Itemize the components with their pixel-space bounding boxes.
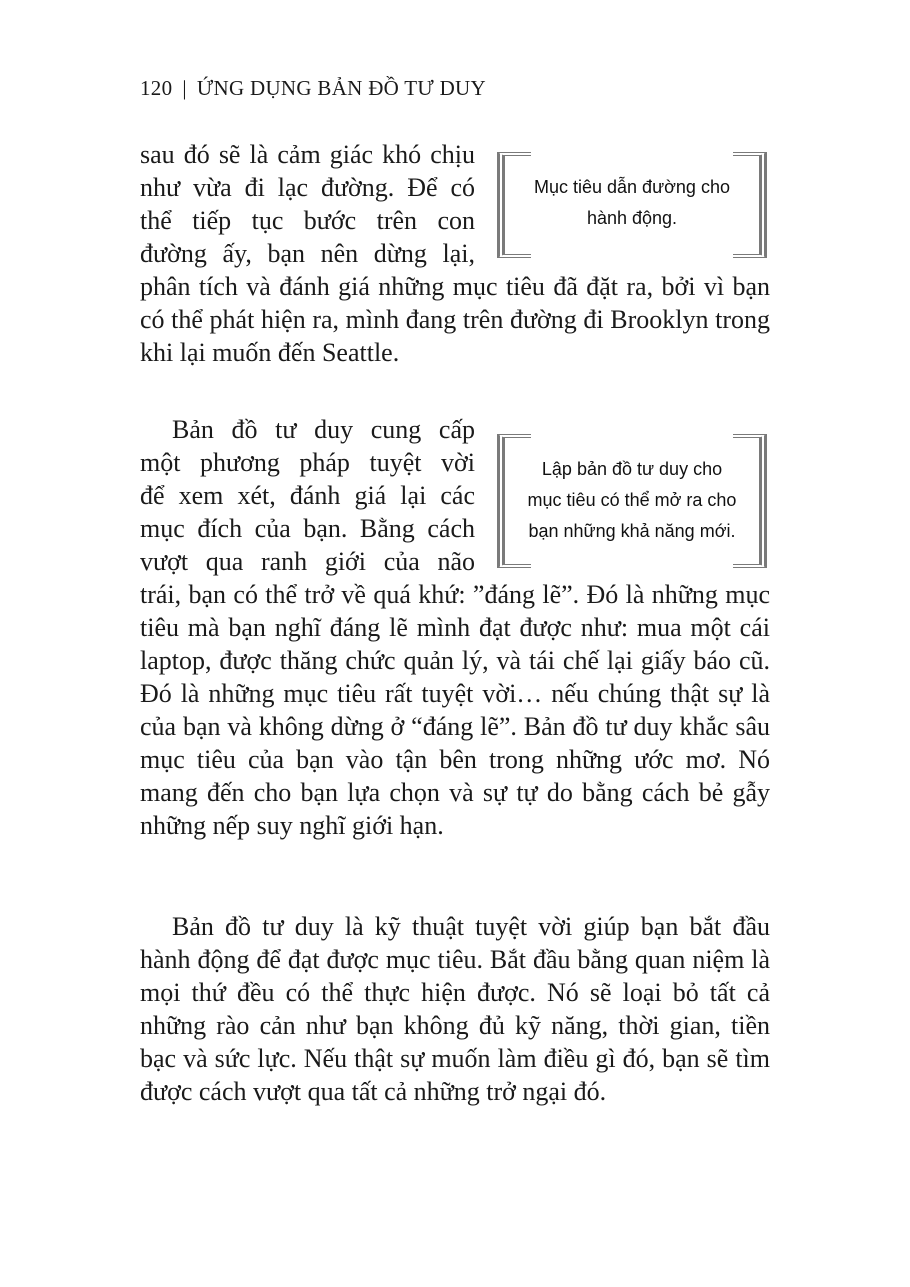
paragraph-1-line-4: đường ấy, bạn nên dừng lại,	[140, 239, 475, 268]
paragraph-1	[140, 138, 770, 369]
paragraph-2-line-2: một phương pháp tuyệt vời	[140, 448, 475, 477]
pull-quote-1-line-1: Mục tiêu dẫn đường cho	[534, 177, 730, 197]
paragraph-3	[140, 910, 770, 1108]
paragraph-2-line-4: mục đích của bạn. Bằng cách	[140, 514, 475, 543]
paragraph-2-line-1: Bản đồ tư duy cung cấp	[172, 415, 475, 444]
paragraph-3-text: Bản đồ tư duy là kỹ thuật tuyệt vời giúp bạn bắt đầu hành động để đạt được mục tiêu. Bắt đầu bằng quan niệm là mọi thứ đều có thể thực hiện được. Nó sẽ loại bỏ tất cả những rào cản như bạn không đủ kỹ năng, thời gian, tiền bạc và sức lực. Nếu thật sự muốn làm điều gì đó, bạn sẽ tìm được cách vượt qua tất cả những trở ngại đó.	[140, 912, 770, 1106]
pull-quote-2-line-2: mục tiêu có thể mở ra cho	[527, 490, 737, 510]
paragraph-1-line-2: như vừa đi lạc đường. Để có	[140, 173, 475, 202]
paragraph-2-line-5: vượt qua ranh giới của não	[140, 547, 475, 576]
paragraph-2-line-3: để xem xét, đánh giá lại các	[140, 481, 475, 510]
header-separator: |	[182, 76, 187, 100]
pull-quote-1-line-2: hành động.	[586, 208, 678, 228]
paragraph-1-rest: phân tích và đánh giá những mục tiêu đã đặt ra, bởi vì bạn có thể phát hiện ra, mình đang trên đường đi Brooklyn trong khi lại muốn đến Seattle.	[140, 272, 770, 367]
header-title: ỨNG DỤNG BẢN ĐỒ TƯ DUY	[196, 76, 486, 100]
pull-quote-2-line-1: Lập bản đồ tư duy cho	[541, 459, 723, 479]
running-header	[140, 76, 486, 101]
paragraph-2	[140, 413, 770, 842]
paragraph-1-line-3: thể tiếp tục bước trên con	[140, 206, 475, 235]
page-number: 120	[140, 76, 173, 100]
paragraph-2-rest: trái, bạn có thể trở về quá khứ: ”đáng lẽ”. Đó là những mục tiêu mà bạn nghĩ đáng lẽ mình đạt được như: mua một cái laptop, được thăng chức quản lý, và tái chế lại giấy báo cũ. Đó là những mục tiêu rất tuyệt vời… nếu chúng thật sự là của bạn và không dừng ở “đáng lẽ”. Bản đồ tư duy khắc sâu mục tiêu của bạn vào tận bên trong những ước mơ. Nó mang đến cho bạn lựa chọn và sự tự do bằng cách bẻ gẫy những nếp suy nghĩ giới hạn.	[140, 580, 770, 840]
pull-quote-2-line-3: bạn những khả năng mới.	[528, 521, 736, 541]
paragraph-1-line-1: sau đó sẽ là cảm giác khó chịu	[140, 140, 475, 169]
